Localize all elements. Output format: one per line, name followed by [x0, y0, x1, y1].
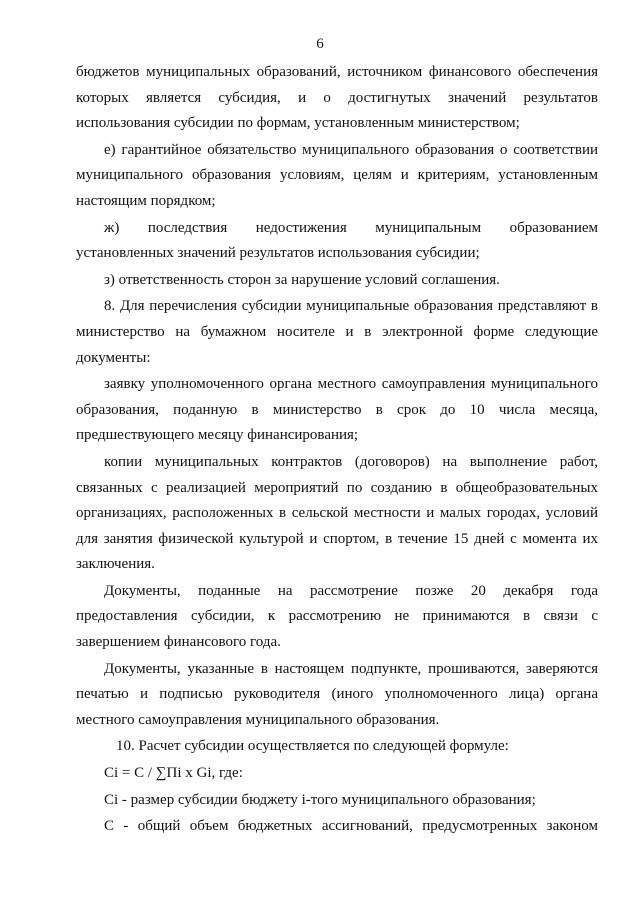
- text-line: печатью и подписью руководителя (иного уполномоченного лица) органа: [76, 686, 598, 703]
- text-line: муниципального образования условиям, целям и критериям, установленным: [76, 167, 598, 184]
- text-line: ж) последствия недостижения муниципальным образованием: [104, 219, 598, 236]
- paragraph: [76, 294, 598, 371]
- text-line: Документы, указанные в настоящем подпункте, прошиваются, заверяются: [104, 660, 598, 677]
- paragraph: [76, 450, 598, 578]
- text-line: Ci = C / ∑Пi x Gi, где:: [104, 765, 243, 782]
- paragraph: [76, 268, 598, 294]
- text-line: связанных с реализацией мероприятий по созданию в общеобразовательных: [76, 479, 598, 496]
- text-line: местного самоуправления муниципального образования.: [76, 711, 440, 728]
- paragraph: [76, 60, 598, 137]
- text-line: завершением финансового года.: [76, 634, 281, 651]
- paragraph: [76, 372, 598, 449]
- text-line: предоставления субсидии, к рассмотрению не принимаются в связи с: [76, 608, 598, 625]
- paragraph: [76, 579, 598, 656]
- text-line: заключения.: [76, 556, 155, 573]
- text-line: з) ответственность сторон за нарушение условий соглашения.: [104, 271, 500, 288]
- text-line: документы:: [76, 349, 151, 366]
- text-line: е) гарантийное обязательство муниципального образования о соответствии: [104, 141, 598, 158]
- text-line: 10. Расчет субсидии осуществляется по следующей формуле:: [116, 738, 509, 755]
- text-line: настоящим порядком;: [76, 192, 216, 209]
- text-line: министерство на бумажном носителе и в электронной форме следующие: [76, 323, 598, 340]
- paragraph: [76, 814, 598, 840]
- text-line: С - общий объем бюджетных ассигнований, предусмотренных законом: [104, 818, 598, 835]
- text-line: предшествующего месяцу финансирования;: [76, 427, 359, 444]
- text-line: бюджетов муниципальных образований, источником финансового обеспечения: [76, 64, 598, 80]
- text-line: образования, поданную в министерство в срок до 10 числа месяца,: [76, 401, 598, 418]
- text-line: которых является субсидия, и о достигнутых значений результатов: [76, 89, 598, 106]
- paragraph: [76, 216, 598, 267]
- paragraph: [76, 734, 598, 760]
- text-line: использования субсидии по формам, установленным министерством;: [76, 115, 520, 132]
- paragraph: [76, 788, 598, 814]
- text-line: копии муниципальных контрактов (договоров) на выполнение работ,: [104, 453, 598, 470]
- paragraph: [76, 138, 598, 215]
- text-line: для занятия физической культурой и спортом, в течение 15 дней с момента их: [76, 530, 598, 547]
- page-number: 6: [316, 36, 324, 52]
- text-line: заявку уполномоченного органа местного самоуправления муниципального: [104, 376, 598, 393]
- text-line: Ci - размер субсидии бюджету i-того муниципального образования;: [104, 791, 536, 808]
- paragraph: [76, 761, 598, 787]
- text-line: организациях, расположенных в сельской местности и малых городах, условий: [76, 505, 598, 522]
- text-line: Документы, поданные на рассмотрение позже 20 декабря года: [104, 582, 598, 599]
- text-line: 8. Для перечисления субсидии муниципальные образования представляют в: [104, 298, 598, 315]
- text-line: установленных значений результатов использования субсидии;: [76, 245, 480, 262]
- paragraph: [76, 657, 598, 734]
- document-body: [76, 60, 598, 841]
